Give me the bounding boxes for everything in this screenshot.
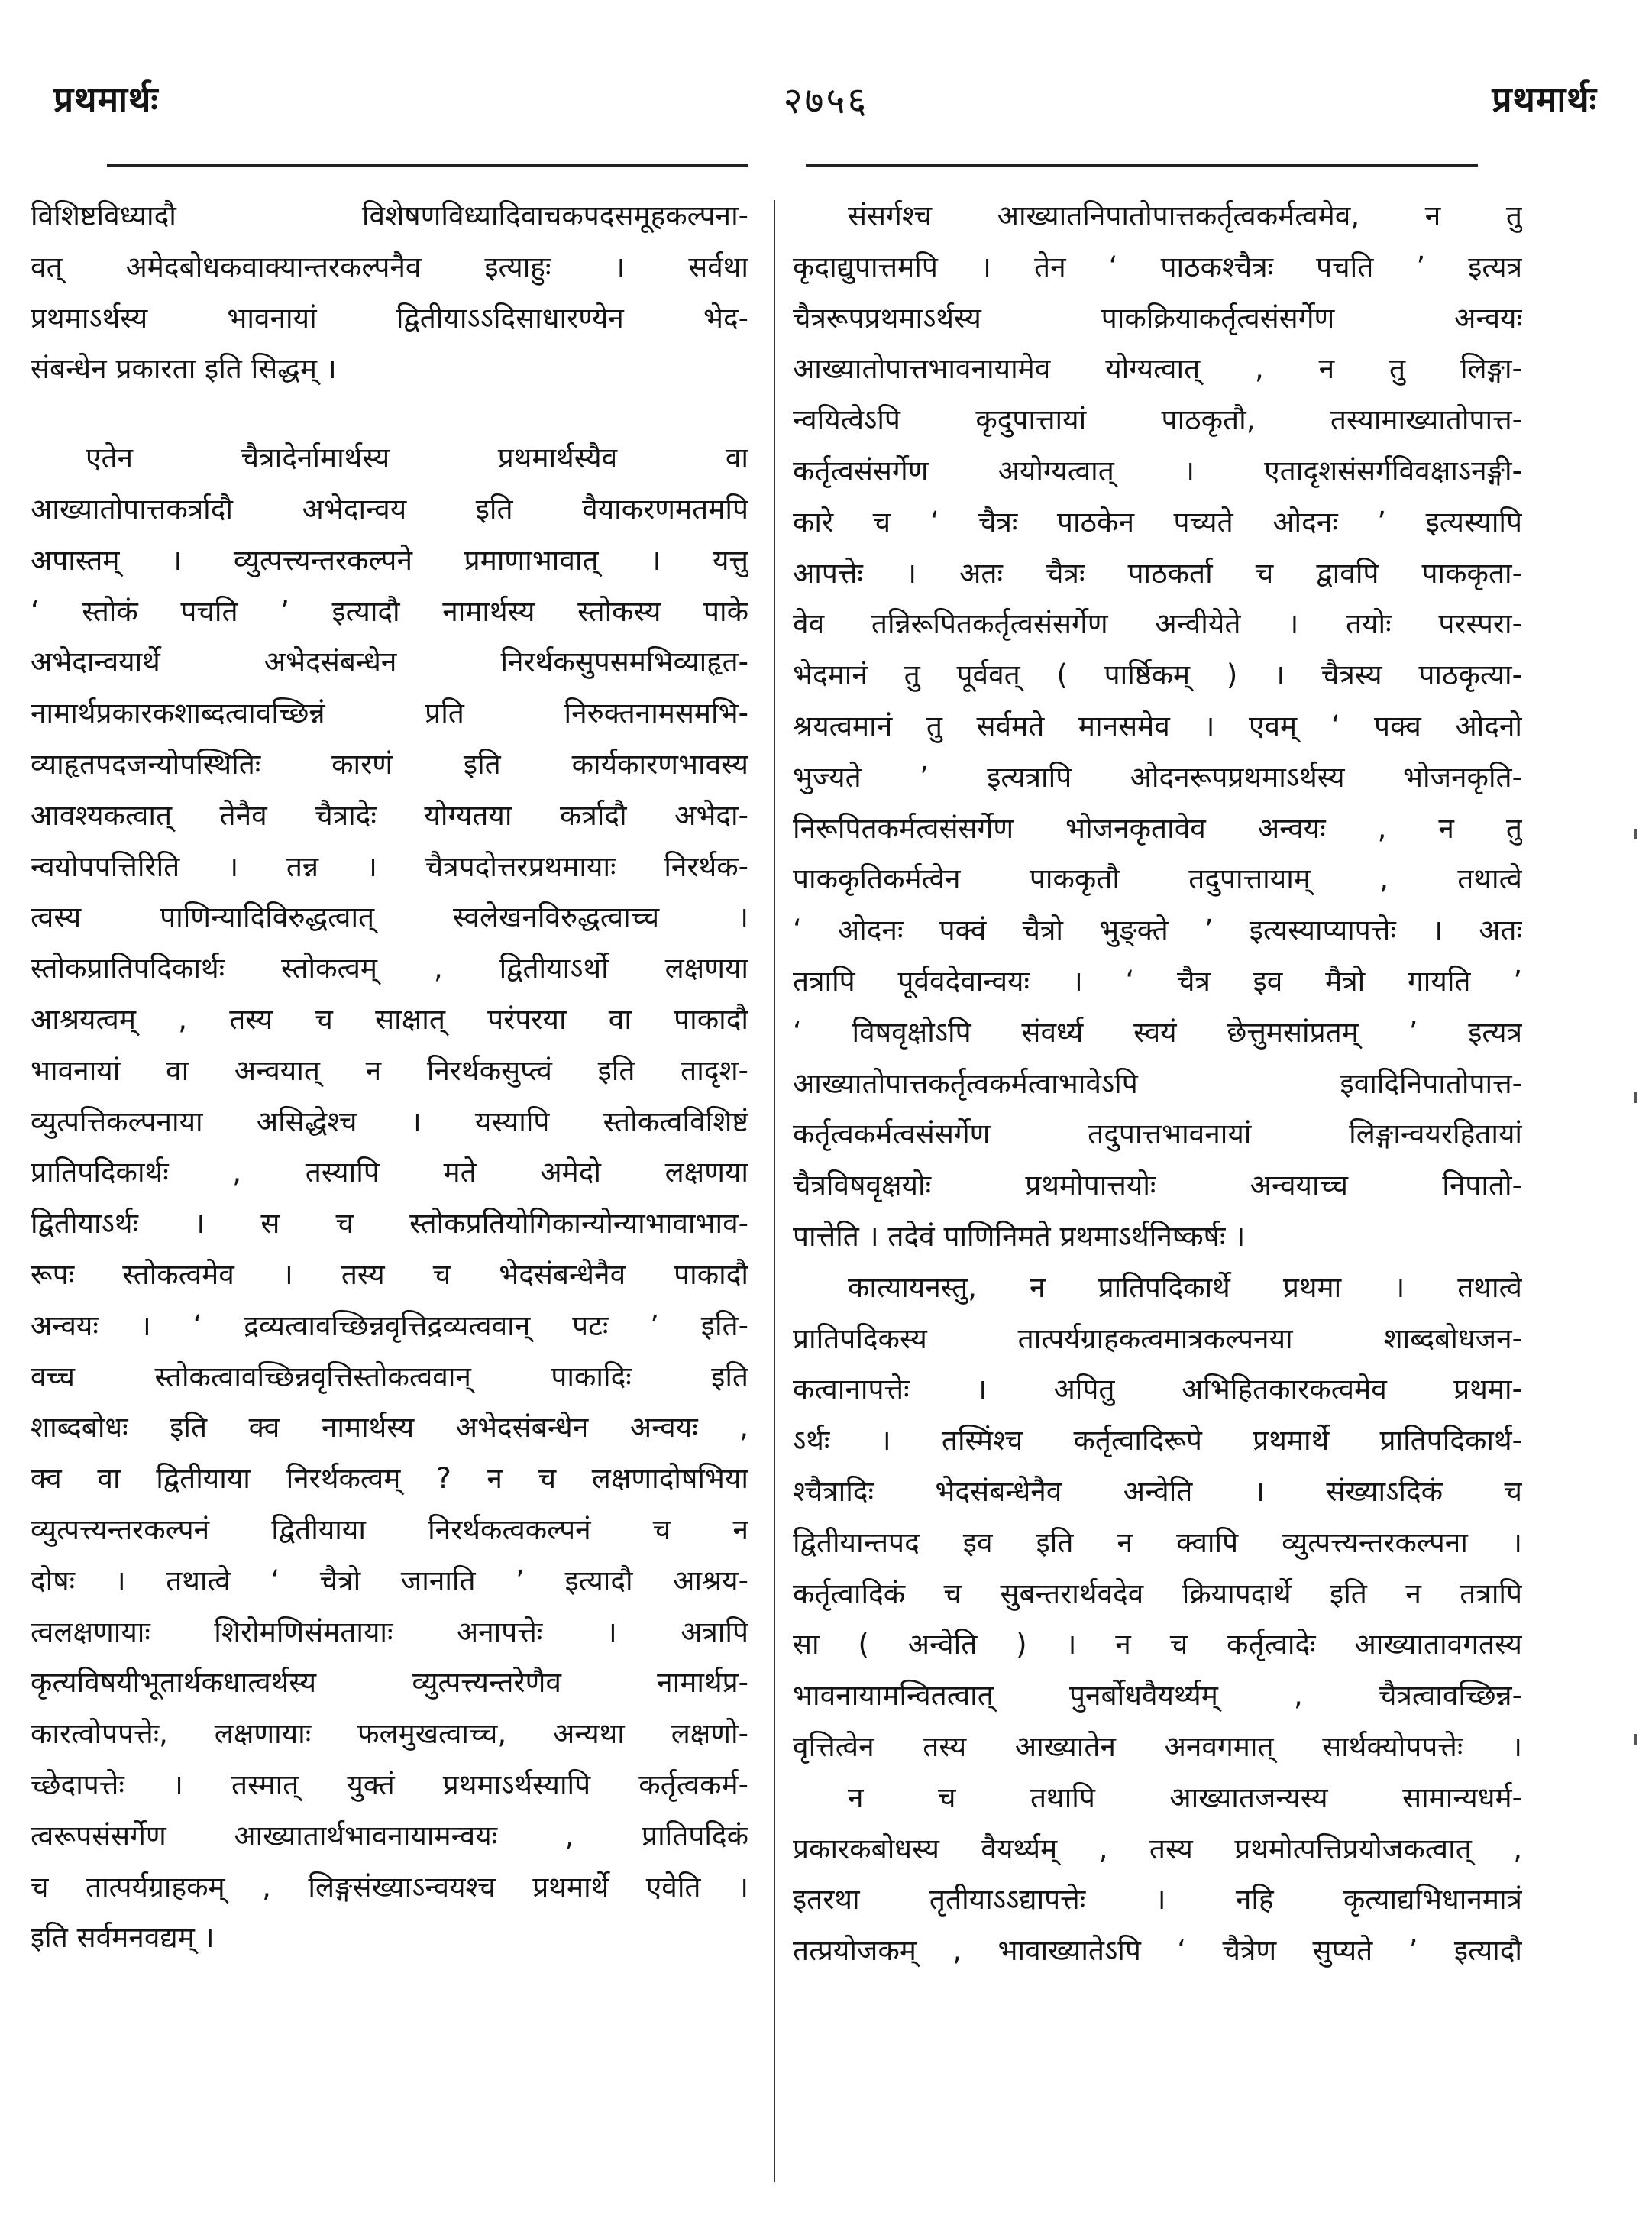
- text-line: ‘ ओदनः पक्वं चैत्रो भुङ्क्ते ’ इत्यस्याप्यापत्तेः । अतः: [793, 914, 1522, 947]
- text-line: कारत्वोपपत्तेः, लक्षणायाः फलमुखत्वाच्च, अन्यथा लक्षणो-: [31, 1717, 748, 1751]
- text-line: त्वरूपसंसर्गेण आख्यातार्थभावनायामन्वयः , प्रातिपदिकं: [31, 1819, 748, 1852]
- text-line: वच्च स्तोकत्वावच्छिन्नवृत्तिस्तोकत्ववान् पाकादिः इति: [31, 1360, 748, 1393]
- text-line: ‘ स्तोकं पचति ’ इत्यादौ नामार्थस्य स्तोकस्य पाके: [31, 594, 748, 628]
- text-line: निरूपितकर्मत्वसंसर्गेण भोजनकृतावेव अन्वयः , न तु: [793, 811, 1522, 845]
- page-number: २७५६: [783, 79, 869, 122]
- text-line: स्तोकप्रातिपदिकार्थः स्तोकत्वम् , द्वितीयाऽर्थो लक्षणया: [31, 952, 748, 985]
- text-line: व्युत्पत्तिकल्पनाया असिद्धेश्च । यस्यापि स्तोकत्वविशिष्टं: [31, 1105, 748, 1138]
- text-line: शाब्दबोधः इति क्व नामार्थस्य अभेदसंबन्धेन अन्वयः ,: [31, 1411, 748, 1444]
- text-line: त्वलक्षणायाः शिरोमणिसंमतायाः अनापत्तेः । अत्रापि: [31, 1615, 748, 1648]
- text-line: संसर्गश्च आख्यातनिपातोपात्तकर्तृत्वकर्मत्वमेव, न तु: [848, 199, 1522, 232]
- text-line: तत्प्रयोजकम् , भावाख्यातेऽपि ‘ चैत्रेण सुप्यते ’ इत्यादौ: [793, 1934, 1522, 1968]
- text-line: ‘ विषवृक्षोऽपि संवर्ध्य स्वयं छेत्तुमसांप्रतम् ’ इत्यत्र: [793, 1015, 1522, 1049]
- text-line: भेदमानं तु पूर्ववत् ( पार्ष्ठिकम् ) । चैत्रस्य पाठकृत्या-: [793, 658, 1522, 692]
- right-column: [793, 191, 1522, 1977]
- text-line: व्युत्पत्त्यन्तरकल्पनं द्वितीयाया निरर्थकत्वकल्पनं च न: [31, 1512, 748, 1546]
- text-line: भावनायां वा अन्वयात् न निरर्थकसुप्त्वं इति तादृश-: [31, 1053, 748, 1087]
- text-line: आश्रयत्वम् , तस्य च साक्षात् परंपरया वा पाकादौ: [31, 1002, 748, 1036]
- text-line: प्रातिपदिकार्थः , तस्यापि मते अमेदो लक्षणया: [31, 1156, 748, 1189]
- text-line: च्छेदापत्तेः । तस्मात् युक्तं प्रथमाऽर्थस्यापि कर्तृत्वकर्म-: [31, 1768, 748, 1801]
- text-line: ऽर्थः । तस्मिंश्च कर्तृत्वादिरूपे प्रथमार्थे प्रातिपदिकार्थ-: [793, 1424, 1522, 1457]
- text-line: कर्तृत्वसंसर्गेण अयोग्यत्वात् । एतादृशसंसर्गविवक्षाऽनङ्गी-: [793, 454, 1522, 487]
- text-line: संबन्धेन प्रकारता इति सिद्धम् ।: [31, 352, 337, 386]
- text-line: कृत्यविषयीभूतार्थकधात्वर्थस्य व्युत्पत्त्यन्तरेणैव नामार्थप्र-: [31, 1666, 748, 1700]
- text-line: कत्वानापत्तेः । अपितु अभिहितकारकत्वमेव प्रथमा-: [793, 1373, 1522, 1406]
- text-line: श्चैत्रादिः भेदसंबन्धेनैव अन्वेति । संख्याऽदिकं च: [793, 1474, 1522, 1508]
- text-line: अन्वयः । ‘ द्रव्यत्वावच्छिन्नवृत्तिद्रव्यत्ववान् पटः ’ इति-: [31, 1308, 748, 1342]
- text-line: पाककृतिकर्मत्वेन पाककृतौ तदुपात्तायाम् , तथात्वे: [793, 862, 1522, 896]
- column-divider: [774, 200, 775, 2182]
- text-line: वेव तन्निरूपितकर्तृत्वसंसर्गेण अन्वीयेते । तयोः परस्परा-: [793, 607, 1522, 641]
- text-line: दोषः । तथात्वे ‘ चैत्रो जानाति ’ इत्यादौ आश्रय-: [31, 1564, 748, 1597]
- text-line: नामार्थप्रकारकशाब्दत्वावच्छिन्नं प्रति निरुक्तनामसमभि-: [31, 697, 748, 730]
- text-line: आपत्तेः । अतः चैत्रः पाठकर्ता च द्वावपि पाककृता-: [793, 556, 1522, 590]
- header-rule-right: [806, 164, 1478, 167]
- text-line: अभेदान्वयार्थे अभेदसंबन्धेन निरर्थकसुपसमभिव्याहृत-: [31, 645, 748, 679]
- text-line: आवश्यकत्वात् तेनैव चैत्रादेः योग्यतया कर्त्रादौ अभेदा-: [31, 798, 748, 832]
- text-line: क्व वा द्वितीयाया निरर्थकत्वम् ? न च लक्षणादोषभिया: [31, 1462, 748, 1496]
- text-line: विशिष्टविध्यादौ विशेषणविध्यादिवाचकपदसमूहकल्पना-: [31, 199, 748, 232]
- text-line: कृदाद्युपात्तमपि । तेन ‘ पाठकश्चैत्रः पचति ’ इत्यत्र: [793, 250, 1522, 283]
- running-head-left: प्रथमार्थः: [53, 79, 159, 120]
- text-line: अपास्तम् । व्युत्पत्त्यन्तरकल्पने प्रमाणाभावात् । यत्तु: [31, 543, 748, 577]
- text-line: न च तथापि आख्यातजन्यस्य सामान्यधर्म-: [848, 1781, 1522, 1814]
- text-line: प्रातिपदिकस्य तात्पर्यग्राहकत्वमात्रकल्पनया शाब्दबोधजन-: [793, 1321, 1522, 1355]
- text-line: एतेन चैत्रादेर्नामार्थस्य प्रथमार्थस्यैव वा: [86, 442, 748, 475]
- text-line: आख्यातोपात्तभावनायामेव योग्यत्वात् , न तु लिङ्गा-: [793, 352, 1522, 386]
- text-line: रूपः स्तोकत्वमेव । तस्य च भेदसंबन्धेनैव पाकादौ: [31, 1257, 748, 1291]
- text-line: वृत्तित्वेन तस्य आख्यातेन अनवगमात् सार्थक्योपपत्तेः ।: [793, 1729, 1522, 1763]
- text-line: आख्यातोपात्तकर्त्रादौ अभेदान्वय इति वैयाकरणमतमपि: [31, 492, 748, 526]
- running-head-right: प्रथमार्थः: [1492, 79, 1597, 120]
- scan-edge-mark: [1634, 1734, 1637, 1745]
- text-line: इतरथा तृतीयाऽऽद्यापत्तेः । नहि कृत्याद्यभिधानमात्रं: [793, 1883, 1522, 1917]
- text-line: [31, 395, 748, 433]
- text-line: भावनायामन्वितत्वात् पुनर्बोधवैयर्थ्यम् , चैत्रत्वावच्छिन्न-: [793, 1679, 1522, 1713]
- text-line: भुज्यते ’ इत्यत्रापि ओदनरूपप्रथमाऽर्थस्य भोजनकृति-: [793, 760, 1522, 794]
- text-line: श्रयत्वमानं तु सर्वमते मानसमेव । एवम् ‘ पक्व ओदनो: [793, 709, 1522, 742]
- text-line: त्वस्य पाणिन्यादिविरुद्धत्वात् स्वलेखनविरुद्धत्वाच्च ।: [31, 901, 748, 934]
- text-line: इति सर्वमनवद्यम् ।: [31, 1921, 215, 1955]
- text-line: व्याहृतपदजन्योपस्थितिः कारणं इति कार्यकारणभावस्य: [31, 747, 748, 781]
- text-line: कर्तृत्वकर्मत्वसंसर्गेण तदुपात्तभावनायां लिङ्गान्वयरहितायां: [793, 1118, 1522, 1151]
- text-line: प्रकारकबोधस्य वैयर्थ्यम् , तस्य प्रथमोत्पत्तिप्रयोजकत्वात् ,: [793, 1832, 1522, 1865]
- text-line: पात्तेति । तदेवं पाणिनिमते प्रथमाऽर्थनिष्कर्षः ।: [793, 1219, 1246, 1253]
- text-line: आख्यातोपात्तकर्तृत्वकर्मत्वाभावेऽपि इवादिनिपातोपात्त-: [793, 1066, 1522, 1100]
- scan-edge-mark: [1634, 1092, 1637, 1103]
- text-line: न्वयित्वेऽपि कृदुपात्तायां पाठकृतौ, तस्यामाख्यातोपात्त-: [793, 403, 1522, 437]
- text-line: च तात्पर्यग्राहकम् , लिङ्गसंख्याऽन्वयश्च प्रथमार्थे एवेति ।: [31, 1870, 748, 1904]
- text-line: कर्तृत्वादिकं च सुबन्तरार्थवदेव क्रियापदार्थे इति न तत्रापि: [793, 1577, 1522, 1610]
- text-line: कात्यायनस्तु, न प्रातिपदिकार्थे प्रथमा । तथात्वे: [848, 1270, 1522, 1304]
- text-line: चैत्रविषवृक्षयोः प्रथमोपात्तयोः अन्वयाच्च निपातो-: [793, 1169, 1522, 1202]
- text-line: द्वितीयान्तपद इव इति न क्वापि व्युत्पत्त्यन्तरकल्पना ।: [793, 1525, 1522, 1559]
- text-line: प्रथमाऽर्थस्य भावनायां द्वितीयाऽऽदिसाधारण्येन भेद-: [31, 301, 748, 335]
- header-rule-left: [107, 164, 748, 167]
- scan-edge-mark: [1634, 829, 1637, 839]
- text-line: तत्रापि पूर्ववदेवान्वयः । ‘ चैत्र इव मैत्रो गायति ’: [793, 964, 1522, 998]
- left-column: [31, 191, 748, 1964]
- text-line: सा ( अन्वेति ) । न च कर्तृत्वादेः आख्यातावगतस्य: [793, 1628, 1522, 1661]
- text-line: वत् अमेदबोधकवाक्यान्तरकल्पनैव इत्याहुः । सर्वथा: [31, 250, 748, 283]
- text-line: द्वितीयाऽर्थः । स च स्तोकप्रतियोगिकान्योन्याभावाभाव-: [31, 1207, 748, 1241]
- text-line: न्वयोपपत्तिरिति । तन्न । चैत्रपदोत्तरप्रथमायाः निरर्थक-: [31, 849, 748, 883]
- text-line: कारे च ‘ चैत्रः पाठकेन पच्यते ओदनः ’ इत्यस्यापि: [793, 505, 1522, 539]
- text-line: चैत्ररूपप्रथमाऽर्थस्य पाकक्रियाकर्तृत्वसंसर्गेण अन्वयः: [793, 301, 1522, 335]
